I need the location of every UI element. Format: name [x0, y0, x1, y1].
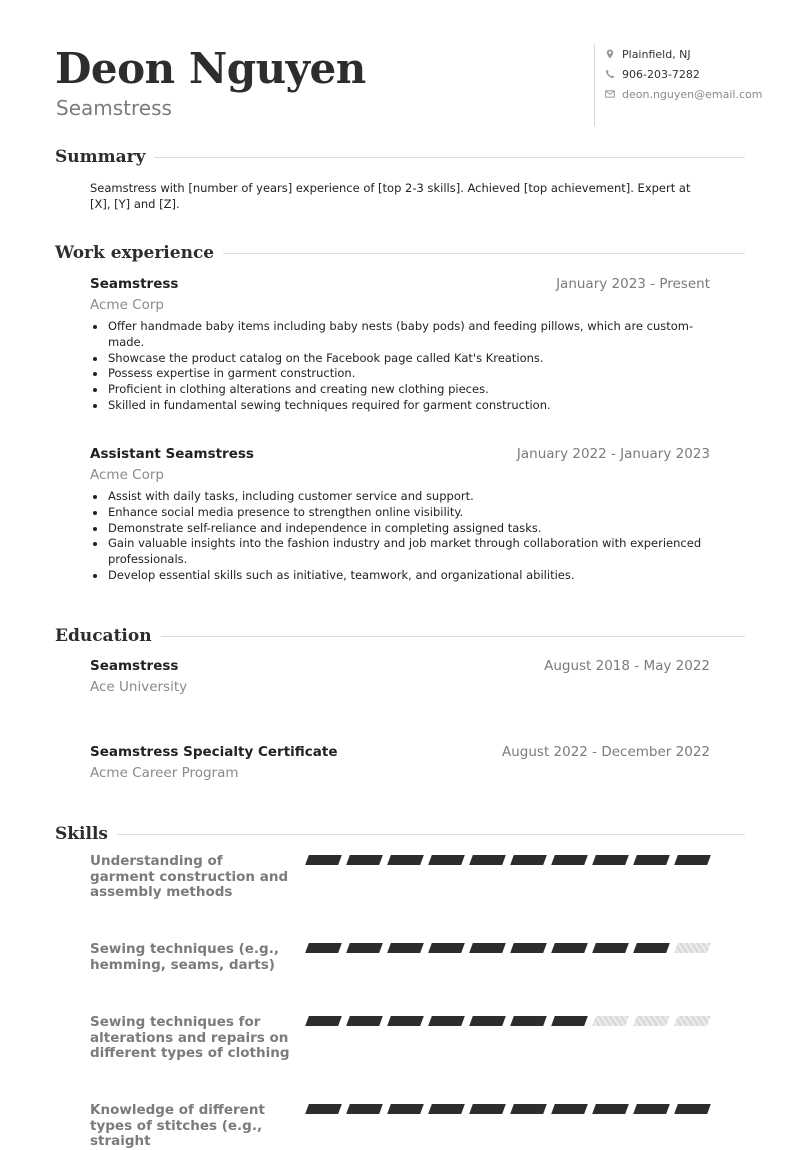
skill-level-segment-empty: [592, 1016, 629, 1026]
email-text[interactable]: deon.nguyen@email.com: [622, 87, 763, 101]
skill-row: [90, 854, 710, 901]
skill-level-segment-filled: [510, 1016, 547, 1026]
location-text: Plainfield, NJ: [622, 47, 691, 61]
skill-level-segment-filled: [428, 943, 465, 953]
section-divider: [154, 157, 745, 158]
education-section-header: [55, 626, 745, 646]
location-pin-icon: [605, 49, 615, 59]
contact-phone: [605, 64, 762, 84]
skill-level-segment-filled: [510, 1104, 547, 1114]
skill-level-meter: [307, 1016, 717, 1026]
skill-level-segment-filled: [551, 1104, 588, 1114]
work-section-header: [55, 243, 745, 263]
skill-level-segment-filled: [551, 1016, 588, 1026]
contact-location: [605, 44, 762, 64]
section-divider: [223, 253, 745, 254]
skill-name: Understanding of garment construction and assembly methods: [90, 853, 289, 900]
education-school: Acme Career Program: [90, 765, 239, 781]
job-company: Acme Corp: [90, 467, 164, 483]
skill-level-segment-empty: [633, 1016, 670, 1026]
job-company: Acme Corp: [90, 297, 164, 313]
skill-level-segment-filled: [592, 1104, 629, 1114]
skill-level-segment-filled: [387, 943, 424, 953]
skill-level-segment-filled: [469, 1104, 506, 1114]
job-bullet: • Skilled in fundamental sewing techniques required for garment construction.: [107, 398, 710, 414]
job-role: Seamstress: [90, 276, 179, 292]
job-bullet: • Offer handmade baby items including baby nests (baby pods) and feeding pillows, which are custom-made.: [107, 319, 710, 351]
skill-level-segment-filled: [346, 855, 383, 865]
skill-level-segment-filled: [674, 1104, 711, 1114]
job-bullet: • Possess expertise in garment construction.: [107, 366, 710, 382]
summary-section-header: [55, 147, 745, 167]
skill-level-meter: [307, 855, 717, 865]
phone-icon: [605, 69, 615, 79]
skill-row: [90, 1015, 710, 1062]
job-role: Assistant Seamstress: [90, 446, 254, 462]
skill-level-segment-filled: [346, 943, 383, 953]
job-entry: [90, 446, 710, 584]
education-heading: Education: [55, 626, 152, 646]
job-bullet: • Develop essential skills such as initiative, teamwork, and organizational abilities.: [107, 568, 710, 584]
work-heading: Work experience: [55, 243, 215, 263]
skill-level-meter: [307, 943, 717, 953]
job-dates: January 2023 - Present: [556, 276, 710, 292]
job-entry: [90, 276, 710, 414]
education-dates: August 2022 - December 2022: [502, 744, 710, 760]
skill-level-segment-filled: [305, 1016, 342, 1026]
envelope-icon: [605, 89, 615, 99]
job-bullets: [90, 489, 710, 584]
skill-level-segment-filled: [510, 855, 547, 865]
skill-level-meter: [307, 1104, 717, 1114]
skill-level-segment-filled: [469, 855, 506, 865]
job-bullet: • Enhance social media presence to strengthen online visibility.: [107, 505, 710, 521]
job-bullet: • Showcase the product catalog on the Facebook page called Kat's Kreations.: [107, 351, 710, 367]
education-dates: August 2018 - May 2022: [544, 658, 710, 674]
skill-level-segment-filled: [551, 943, 588, 953]
skill-level-segment-filled: [592, 855, 629, 865]
job-bullet: • Proficient in clothing alterations and creating new clothing pieces.: [107, 382, 710, 398]
skill-level-segment-empty: [674, 943, 711, 953]
education-degree: Seamstress Specialty Certificate: [90, 744, 338, 760]
skill-name: Sewing techniques for alterations and repairs on different types of clothing: [90, 1014, 290, 1061]
skill-row: [90, 1103, 710, 1150]
skills-heading: Skills: [55, 824, 109, 844]
skill-level-segment-filled: [387, 1016, 424, 1026]
skill-level-segment-filled: [346, 1016, 383, 1026]
skill-name: Knowledge of different types of stitches (e.g., straight: [90, 1102, 265, 1149]
skill-name: Sewing techniques (e.g., hemming, seams, darts): [90, 941, 279, 973]
skill-level-segment-filled: [469, 943, 506, 953]
section-divider: [161, 636, 745, 637]
job-dates: January 2022 - January 2023: [516, 446, 710, 462]
skill-level-segment-filled: [469, 1016, 506, 1026]
summary-heading: Summary: [55, 147, 146, 167]
skill-level-segment-filled: [428, 1104, 465, 1114]
skill-level-segment-filled: [387, 1104, 424, 1114]
skill-level-segment-filled: [551, 855, 588, 865]
job-bullet: • Demonstrate self-reliance and independence in completing assigned tasks.: [107, 521, 710, 537]
job-bullets: [90, 319, 710, 414]
skill-level-segment-filled: [592, 943, 629, 953]
skill-level-segment-filled: [674, 855, 711, 865]
skill-level-segment-empty: [674, 1016, 711, 1026]
skill-level-segment-filled: [305, 943, 342, 953]
candidate-name: Deon Nguyen: [55, 44, 366, 93]
candidate-title: Seamstress: [56, 96, 172, 120]
skill-level-segment-filled: [346, 1104, 383, 1114]
skill-level-segment-filled: [387, 855, 424, 865]
skill-level-segment-filled: [633, 855, 670, 865]
skill-level-segment-filled: [305, 1104, 342, 1114]
skill-level-segment-filled: [633, 1104, 670, 1114]
education-entry: [90, 658, 710, 695]
skill-level-segment-filled: [305, 855, 342, 865]
skill-level-segment-filled: [428, 855, 465, 865]
contact-block: [594, 44, 762, 126]
summary-text: Seamstress with [number of years] experience of [top 2-3 skills]. Achieved [top achievement]. Expert at [X], [Y] and [Z].: [90, 181, 691, 211]
education-school: Ace University: [90, 679, 188, 695]
skills-section-header: [55, 824, 745, 844]
section-divider: [117, 834, 745, 835]
skill-level-segment-filled: [428, 1016, 465, 1026]
skill-level-segment-filled: [510, 943, 547, 953]
contact-email: [605, 84, 762, 104]
education-entry: [90, 744, 710, 781]
skill-level-segment-filled: [633, 943, 670, 953]
skill-row: [90, 942, 710, 973]
phone-text[interactable]: 906-203-7282: [622, 67, 700, 81]
job-bullet: • Gain valuable insights into the fashion industry and job market through collaboration with experienced professionals.: [107, 536, 710, 568]
job-bullet: • Assist with daily tasks, including customer service and support.: [107, 489, 710, 505]
education-degree: Seamstress: [90, 658, 179, 674]
